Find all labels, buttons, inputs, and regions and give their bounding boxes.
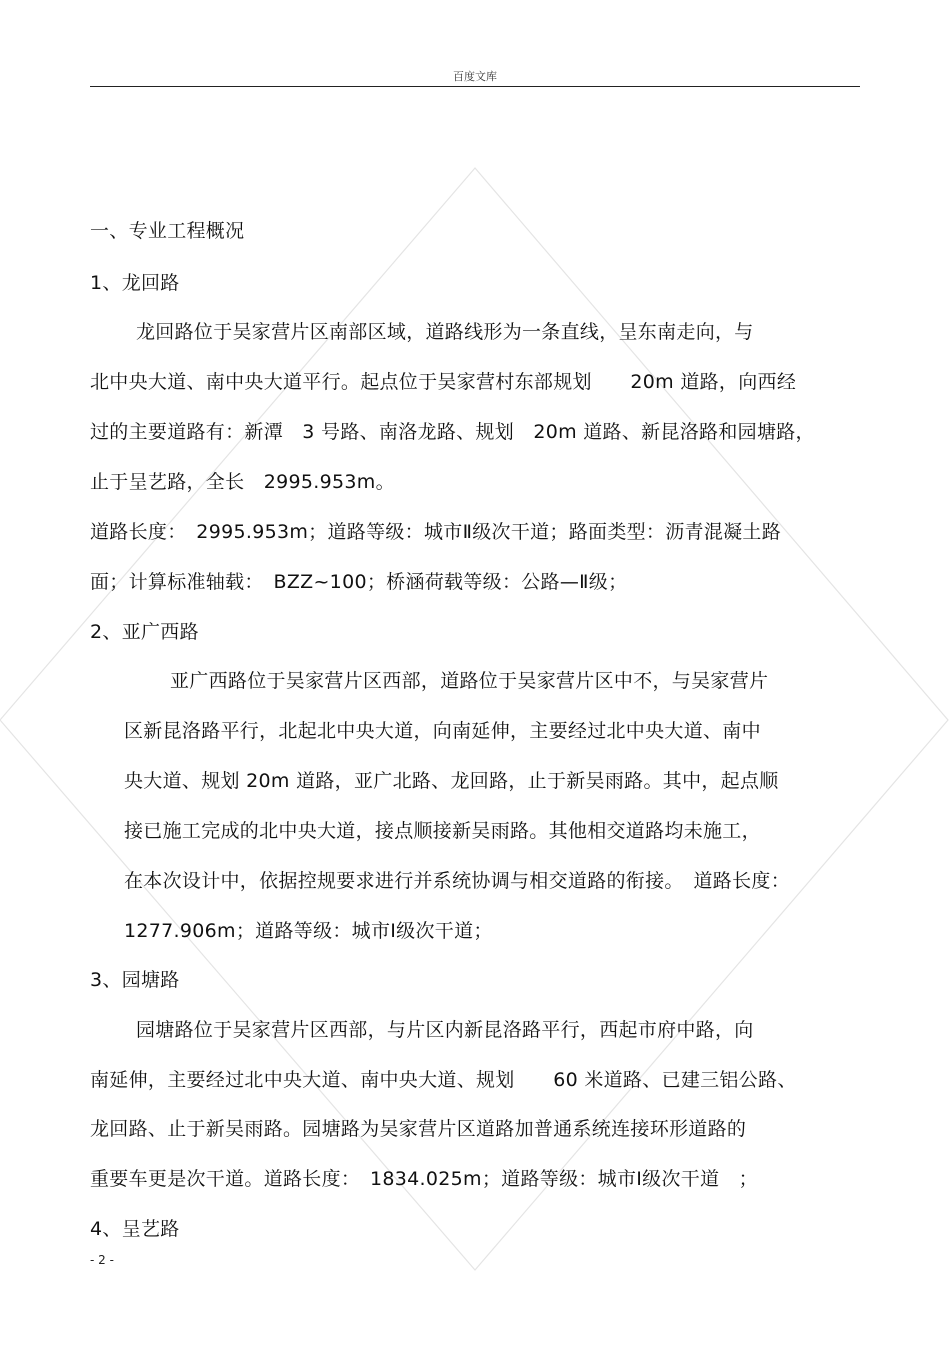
section-title: 一、专业工程概况 (90, 220, 245, 242)
road-heading: 2、亚广西路 (90, 621, 199, 643)
paragraph-line: 在本次设计中，依据控规要求进行并系统协调与相交道路的衔接。 道路长度： (124, 870, 791, 892)
paragraph-line: 重要车更是次干道。道路长度： 1834.025m；道路等级：城市Ⅰ级次干道 ； (90, 1168, 758, 1190)
paragraph-line: 面；计算标准轴载： BZZ~100；桥涵荷载等级：公路—Ⅱ级； (90, 571, 628, 593)
paragraph-line: 南延伸，主要经过北中央大道、南中央大道、规划 60 米道路、已建三铝公路、 (90, 1069, 797, 1091)
paragraph-line: 1277.906m；道路等级：城市Ⅰ级次干道； (124, 920, 493, 942)
road-heading: 4、呈艺路 (90, 1218, 180, 1240)
road-heading: 1、龙回路 (90, 272, 180, 294)
header-divider (90, 86, 860, 87)
road-heading: 3、园塘路 (90, 969, 180, 991)
paragraph-line: 接已施工完成的北中央大道，接点顺接新吴雨路。其他相交道路均未施工， (124, 820, 761, 842)
paragraph-line: 园塘路位于吴家营片区西部，与片区内新昆洛路平行，西起市府中路，向 (136, 1019, 754, 1041)
page-number: - 2 - (90, 1253, 114, 1267)
paragraph-line: 北中央大道、南中央大道平行。起点位于吴家营村东部规划 20m 道路，向西经 (90, 371, 797, 393)
paragraph-line: 止于呈艺路，全长 2995.953m。 (90, 471, 395, 493)
paragraph-line: 过的主要道路有：新潭 3 号路、南洛龙路、规划 20m 道路、新昆洛路和园塘路， (90, 421, 815, 443)
paragraph-line: 龙回路、止于新吴雨路。园塘路为吴家营片区道路加普通系统连接环形道路的 (90, 1118, 747, 1140)
paragraph-line: 亚广西路位于吴家营片区西部，道路位于吴家营片区中不，与吴家营片 (170, 670, 769, 692)
paragraph-line: 龙回路位于吴家营片区南部区域，道路线形为一条直线，呈东南走向，与 (136, 321, 754, 343)
paragraph-line: 道路长度： 2995.953m；道路等级：城市Ⅱ级次干道；路面类型：沥青混凝土路 (90, 521, 782, 543)
paragraph-line: 区新昆洛路平行，北起北中央大道，向南延伸，主要经过北中央大道、南中 (124, 720, 761, 742)
paragraph-line: 央大道、规划 20m 道路，亚广北路、龙回路，止于新吴雨路。其中，起点顺 (124, 770, 779, 792)
header-title: 百度文库 (453, 70, 497, 83)
